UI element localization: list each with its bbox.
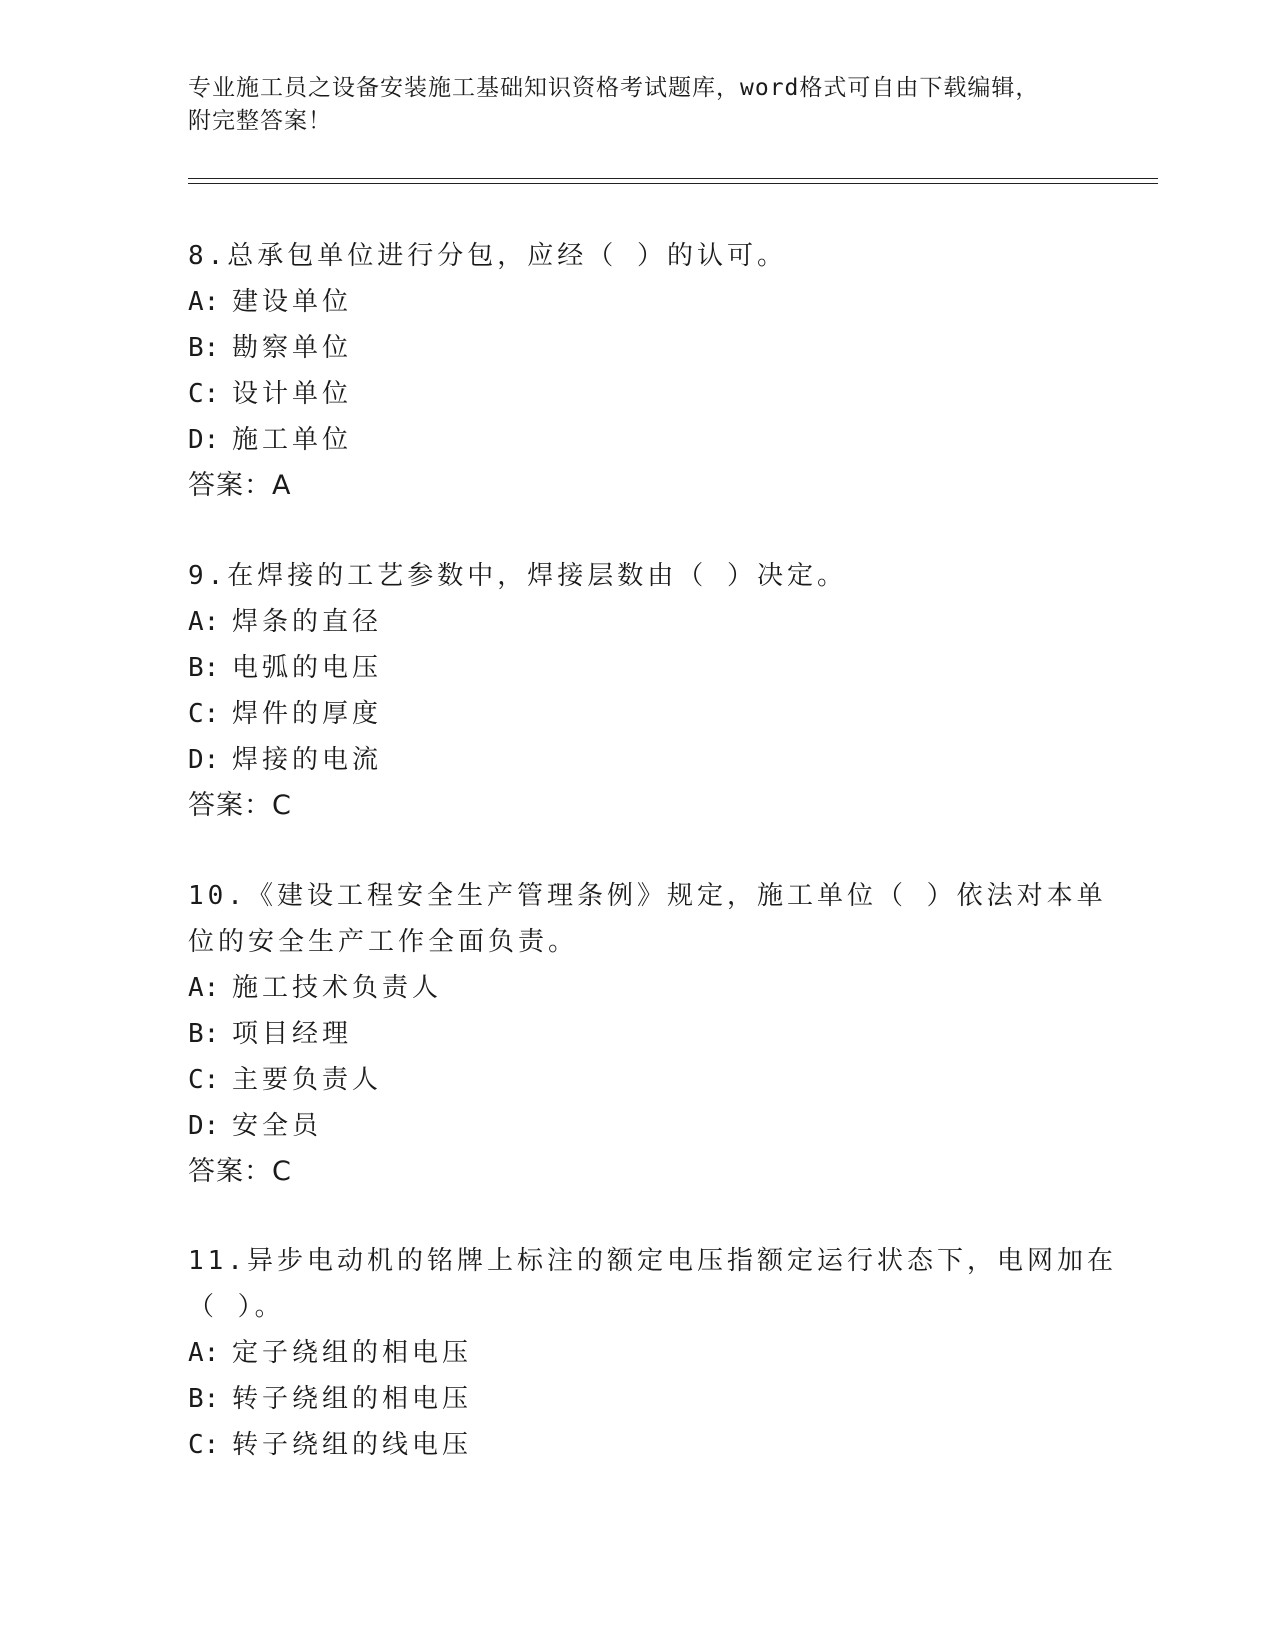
question-stem [188, 1238, 1117, 1330]
stem-line: （ ）。 [188, 1292, 285, 1322]
option-key: A: [188, 973, 220, 1003]
option-text: 主要负责人 [232, 1065, 383, 1095]
answer-line: 答案：C [188, 1156, 292, 1187]
option-key: B: [188, 1019, 220, 1049]
option-key: A: [188, 607, 220, 637]
option-c [188, 1057, 1088, 1103]
header-line-1: 专业施工员之设备安装施工基础知识资格考试题库，word格式可自由下载编辑， [188, 75, 1040, 101]
question-9 [188, 553, 1088, 829]
option-key: C: [188, 699, 220, 729]
option-key: C: [188, 1430, 220, 1460]
option-a [188, 599, 1088, 645]
question-11 [188, 1238, 1117, 1468]
option-text: 施工技术负责人 [232, 973, 443, 1003]
option-b [188, 1376, 1088, 1422]
option-key: B: [188, 333, 220, 363]
option-d [188, 737, 1088, 783]
header-divider-top [188, 178, 1158, 179]
option-key: D: [188, 1111, 220, 1141]
option-key: B: [188, 1384, 220, 1414]
option-text: 项目经理 [232, 1019, 353, 1049]
option-c [188, 691, 1088, 737]
option-c [188, 1422, 1088, 1468]
question-stem [188, 873, 1107, 965]
option-key: B: [188, 653, 220, 683]
option-key: A: [188, 1338, 220, 1368]
option-b [188, 645, 1088, 691]
question-stem [188, 553, 1088, 599]
option-b [188, 325, 1088, 371]
option-a [188, 1330, 1088, 1376]
option-a [188, 279, 1088, 325]
stem-line: 10.《建设工程安全生产管理条例》规定，施工单位（ ）依法对本单 [188, 881, 1107, 911]
option-text: 焊接的电流 [232, 745, 383, 775]
stem-line: 11.异步电动机的铭牌上标注的额定电压指额定运行状态下，电网加在 [188, 1246, 1117, 1276]
stem-line: 位的安全生产工作全面负责。 [188, 927, 579, 957]
document-header [188, 72, 1088, 138]
option-key: D: [188, 745, 220, 775]
question-10 [188, 873, 1107, 1195]
header-line-2: 附完整答案！ [188, 108, 332, 134]
option-c [188, 371, 1088, 417]
option-d [188, 417, 1088, 463]
stem-line: 8.总承包单位进行分包，应经（ ）的认可。 [188, 241, 787, 271]
option-text: 焊件的厚度 [232, 699, 383, 729]
option-d [188, 1103, 1088, 1149]
option-text: 设计单位 [232, 379, 353, 409]
option-text: 电弧的电压 [232, 653, 383, 683]
question-8 [188, 233, 1088, 509]
option-text: 勘察单位 [232, 333, 353, 363]
header-divider-bottom [188, 183, 1158, 184]
answer-line: 答案：A [188, 470, 292, 501]
option-text: 建设单位 [232, 287, 353, 317]
option-key: A: [188, 287, 220, 317]
option-key: C: [188, 379, 220, 409]
question-stem [188, 233, 1088, 279]
option-a [188, 965, 1088, 1011]
option-text: 转子绕组的线电压 [232, 1430, 473, 1460]
option-text: 施工单位 [232, 425, 353, 455]
option-key: C: [188, 1065, 220, 1095]
option-text: 安全员 [232, 1111, 323, 1141]
option-text: 转子绕组的相电压 [232, 1384, 473, 1414]
stem-line: 9.在焊接的工艺参数中，焊接层数由（ ）决定。 [188, 561, 847, 591]
option-key: D: [188, 425, 220, 455]
option-text: 定子绕组的相电压 [232, 1338, 473, 1368]
option-b [188, 1011, 1088, 1057]
answer-line: 答案：C [188, 790, 292, 821]
option-text: 焊条的直径 [232, 607, 383, 637]
